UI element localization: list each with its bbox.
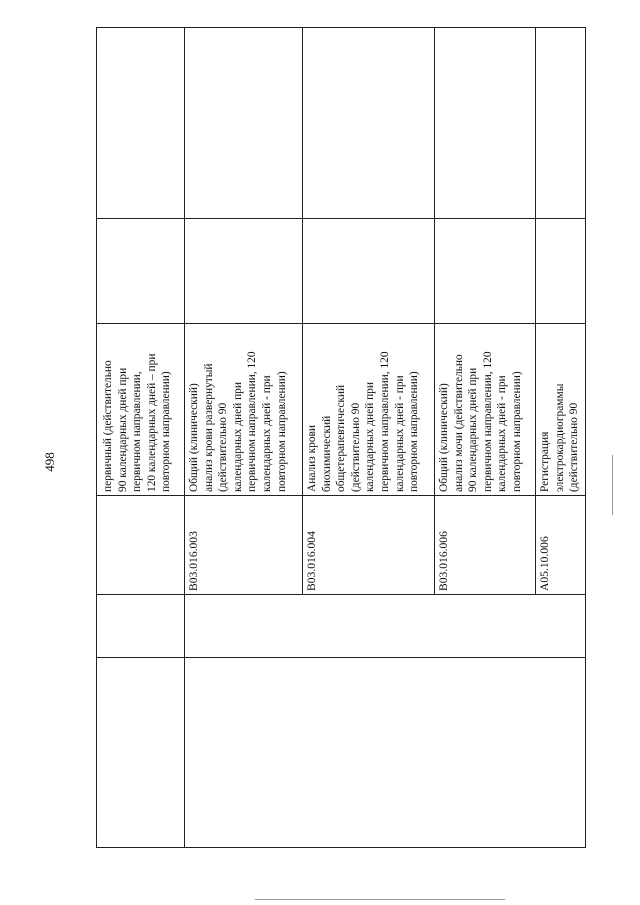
service-cell: Регистрация электрокардиограммы (действительно 90 (539, 383, 581, 492)
service-cell: Общий (клинический) анализ крови развернутый (действительно 90 календарных дней при первичном направлении, 120 календарных дней - при повторном направлении) (188, 351, 288, 492)
service-cell: Общий (клинический) анализ мочи (действительно 90 календарных дней при первичном направлении, 120 календарных дней - при повторном направлении) (438, 351, 523, 492)
column-divider (97, 495, 585, 496)
column-divider (97, 594, 585, 595)
code-cell: B03.016.004 (305, 531, 318, 591)
code-cell: B03.016.003 (187, 531, 200, 591)
scan-margin-mark (255, 899, 505, 900)
page-number: 498 (42, 452, 57, 472)
rotated-table (96, 27, 586, 848)
code-cell: B03.016.006 (437, 531, 450, 591)
column-divider (97, 657, 585, 658)
service-cell: первичный (действительно 90 календарных дней при первичном направлении, 120 календарных дней – при повторном направлении) (102, 353, 173, 492)
scan-margin-mark (612, 455, 613, 515)
service-cell: Анализ крови биохимический общетерапевтический (действительно 90 календарных дней при первичном направлении, 120 календарных дней - при повторном направлении) (306, 351, 421, 492)
column-divider (97, 218, 585, 219)
code-cell: A05.10.006 (538, 536, 551, 591)
